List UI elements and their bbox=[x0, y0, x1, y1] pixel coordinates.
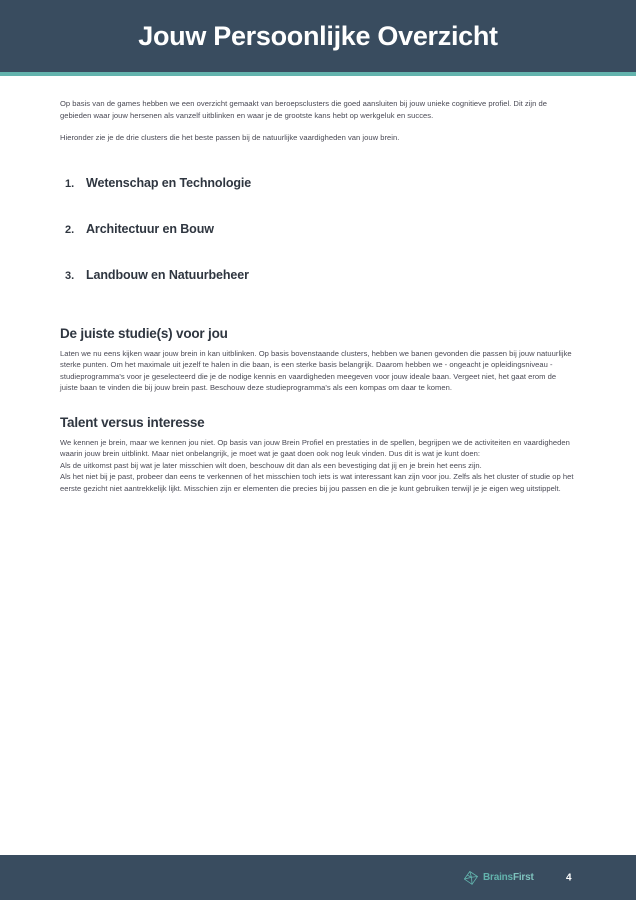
list-item bbox=[60, 222, 576, 236]
cluster-number: 2. bbox=[65, 223, 75, 236]
brand-name-primary: Brains bbox=[483, 871, 513, 883]
page-header bbox=[0, 0, 636, 72]
cluster-number: 3. bbox=[65, 269, 75, 282]
page-title: Jouw Persoonlijke Overzicht bbox=[138, 20, 498, 51]
list-item bbox=[60, 176, 576, 190]
section-heading: Talent versus interesse bbox=[60, 414, 205, 430]
cluster-label: Architectuur en Bouw bbox=[86, 221, 214, 236]
brand-name bbox=[483, 873, 534, 883]
intro-paragraph-1: Op basis van de games hebben we een overzicht gemaakt van beroepsclusters die goed aansluiten bij jouw unieke cognitieve profiel. Dit zijn de gebieden waar jouw hersenen als vanzelf uitblinken en waar je de grootste kans hebt op werkgeluk en succes. bbox=[60, 99, 547, 120]
brand-logo bbox=[462, 869, 534, 887]
cluster-number: 1. bbox=[65, 177, 75, 190]
section-studie bbox=[60, 326, 576, 394]
section-body: Laten we nu eens kijken waar jouw brein in kan uitblinken. Op basis bovenstaande clusters, hebben we banen gevonden die passen bij jouw natuurlijke sterke punten. Om het maximale uit jezelf te halen in die baan, is een sterke basis belangrijk. Daarom hebben we - ongeacht je opleidingsniveau - studieprogramma's voor je geselecteerd die je de nodige kennis en vaardigheden meegeven voor jouw ideale baan. Vergeet niet, het gaat erom de juiste baan te vinden die bij jouw brein past. Beschouw deze studieprogramma's als een kompas om daar te komen. bbox=[60, 348, 572, 392]
cluster-label: Wetenschap en Technologie bbox=[86, 175, 252, 190]
section-talent bbox=[60, 415, 576, 495]
footer-inner bbox=[0, 855, 636, 900]
section-heading: De juiste studie(s) voor jou bbox=[60, 325, 228, 341]
section-body-3: Als het niet bij je past, probeer dan eens te verkennen of het misschien toch iets is wat interessant kan zijn voor jou. Zelfs als het cluster of studie op het eerste gezicht niet aantrekkelijk lijkt. Misschien zijn er elementen die precies bij jou passen en die je kunt gebruiken terwijl je je eigen weg uitstippelt. bbox=[60, 472, 574, 493]
cluster-label: Landbouw en Natuurbeheer bbox=[86, 267, 249, 282]
brand-name-secondary: First bbox=[512, 871, 534, 883]
list-item bbox=[60, 268, 576, 282]
section-body-2: Als de uitkomst past bij wat je later misschien wilt doen, beschouw dit dan als een bevestiging dat jij en je brein het eens zijn. bbox=[60, 460, 482, 470]
section-body-1: We kennen je brein, maar we kennen jou niet. Op basis van jouw Brein Profiel en prestaties in de spellen, begrijpen we de activiteiten en vaardigheden waarin jouw brein uitblinkt. Maar niet onbelangrijk, je moet wat je gaat doen ook nog leuk vinden. Dus dit is wat je kunt doen: bbox=[60, 437, 570, 458]
brainsfirst-logo-icon bbox=[462, 869, 480, 887]
page-number: 4 bbox=[566, 872, 572, 883]
cluster-list bbox=[60, 176, 576, 282]
page-footer bbox=[0, 855, 636, 900]
intro-paragraph-2: Hieronder zie je de drie clusters die het beste passen bij de natuurlijke vaardigheden van jouw brein. bbox=[60, 133, 400, 142]
document-content bbox=[0, 76, 636, 494]
